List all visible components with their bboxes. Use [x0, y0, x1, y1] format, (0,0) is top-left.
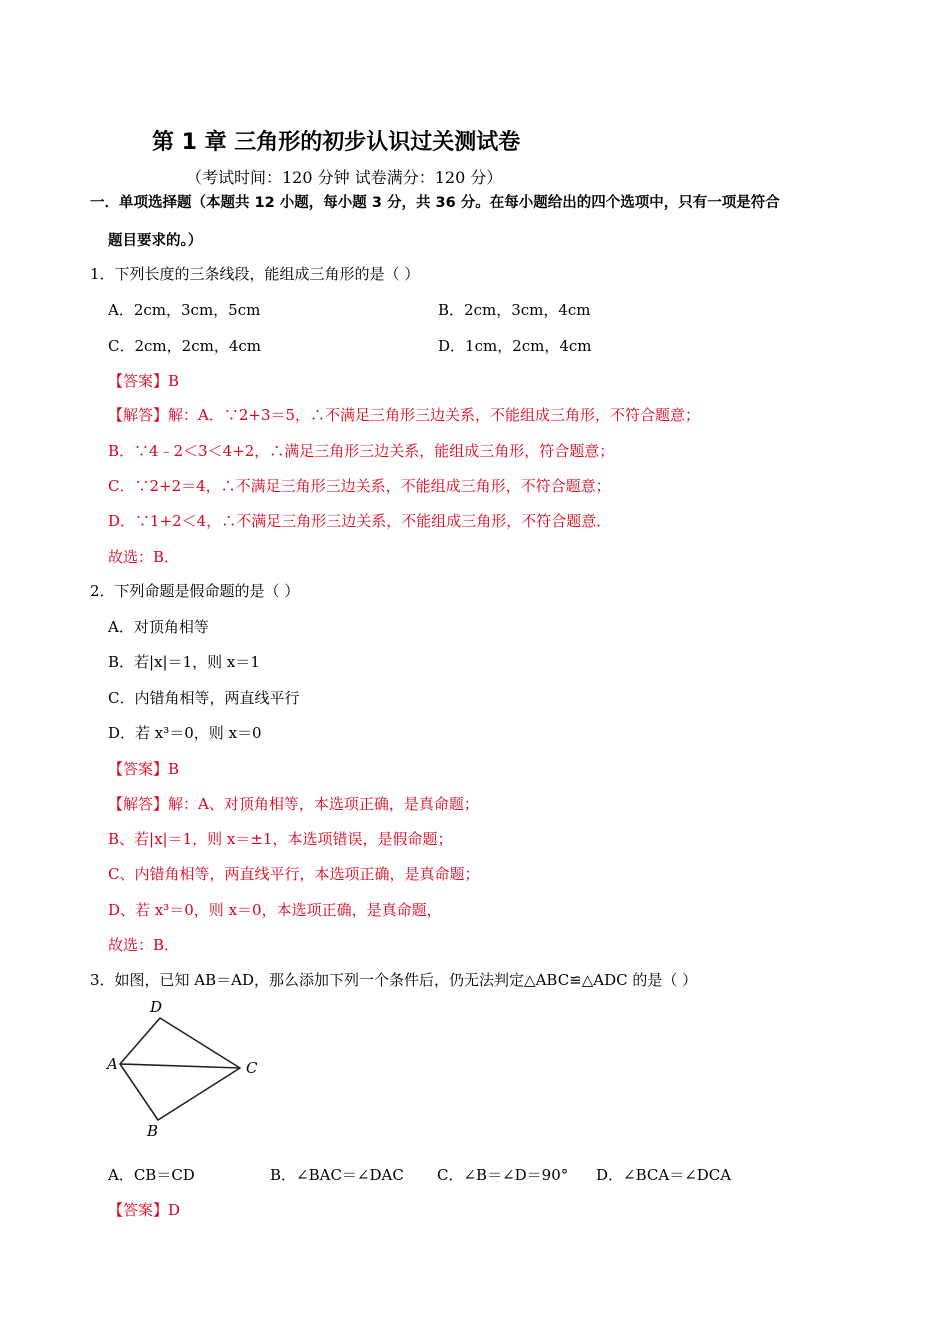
q1-solution-line-3: C．∵2+2＝4，∴不满足三角形三边关系，不能组成三角形，不符合题意； — [108, 477, 611, 495]
section-heading-cont: 题目要求的。） — [108, 233, 203, 249]
question-2-stem: 2．下列命题是假命题的是（ ） — [90, 582, 300, 600]
quadrilateral-outline — [120, 1018, 240, 1120]
section-heading: 一．单项选择题（本题共 12 小题，每小题 3 分，共 36 分。在每小题给出的四个选项中，只有一项是符合 — [90, 195, 780, 211]
q2-answer: 【答案】B — [108, 760, 180, 778]
vertex-label-d: D — [150, 998, 163, 1016]
diagonal-ac — [120, 1064, 240, 1068]
q2-option-b: B．若|x|＝1，则 x＝1 — [108, 653, 260, 671]
q1-answer: 【答案】B — [108, 372, 180, 390]
q2-solution-line-3: C、内错角相等，两直线平行，本选项正确，是真命题； — [108, 865, 480, 883]
triangle-figure — [104, 996, 270, 1142]
q1-option-b: B．2cm，3cm，4cm — [438, 301, 591, 319]
vertex-label-c: C — [246, 1059, 258, 1077]
q1-option-a: A．2cm，3cm，5cm — [108, 301, 261, 319]
q2-option-d: D．若 x³＝0，则 x＝0 — [108, 724, 262, 742]
q2-solution-line-1: 【解答】解：A、对顶角相等，本选项正确，是真命题； — [108, 795, 479, 813]
q2-option-a: A．对顶角相等 — [108, 618, 209, 636]
vertex-label-b: B — [147, 1122, 159, 1140]
exam-info: （考试时间：120 分钟 试卷满分：120 分） — [186, 168, 503, 187]
question-1-stem: 1．下列长度的三条线段，能组成三角形的是（ ） — [90, 265, 420, 283]
vertex-label-a: A — [107, 1055, 118, 1073]
q1-solution-line-1: 【解答】解：A．∵2+3＝5，∴不满足三角形三边关系，不能组成三角形，不符合题意； — [108, 406, 701, 424]
q3-answer: 【答案】D — [108, 1201, 181, 1219]
q1-option-d: D．1cm，2cm，4cm — [438, 337, 592, 355]
q2-option-c: C．内错角相等，两直线平行 — [108, 689, 300, 707]
q3-option-d: D．∠BCA＝∠DCA — [596, 1166, 732, 1184]
q1-solution-line-4: D．∵1+2＜4，∴不满足三角形三边关系，不能组成三角形，不符合题意． — [108, 512, 612, 530]
q2-solution-line-4: D、若 x³＝0，则 x＝0，本选项正确，是真命题， — [108, 901, 442, 919]
q1-conclusion: 故选：B． — [108, 548, 180, 566]
question-3-stem: 3．如图，已知 AB＝AD，那么添加下列一个条件后，仍无法判定△ABC≌△ADC 的是（ ） — [90, 971, 698, 989]
q3-option-b: B．∠BAC＝∠DAC — [270, 1166, 404, 1184]
q1-option-c: C．2cm，2cm，4cm — [108, 337, 261, 355]
q3-option-a: A．CB＝CD — [108, 1166, 195, 1184]
q2-solution-line-2: B、若|x|＝1，则 x＝±1，本选项错误，是假命题； — [108, 830, 453, 848]
page-title: 第 1 章 三角形的初步认识过关测试卷 — [152, 130, 521, 155]
q1-solution-line-2: B．∵4﹣2＜3＜4+2，∴满足三角形三边关系，能组成三角形，符合题意； — [108, 442, 615, 460]
q2-conclusion: 故选：B． — [108, 936, 180, 954]
q3-option-c: C．∠B＝∠D＝90° — [437, 1166, 569, 1184]
